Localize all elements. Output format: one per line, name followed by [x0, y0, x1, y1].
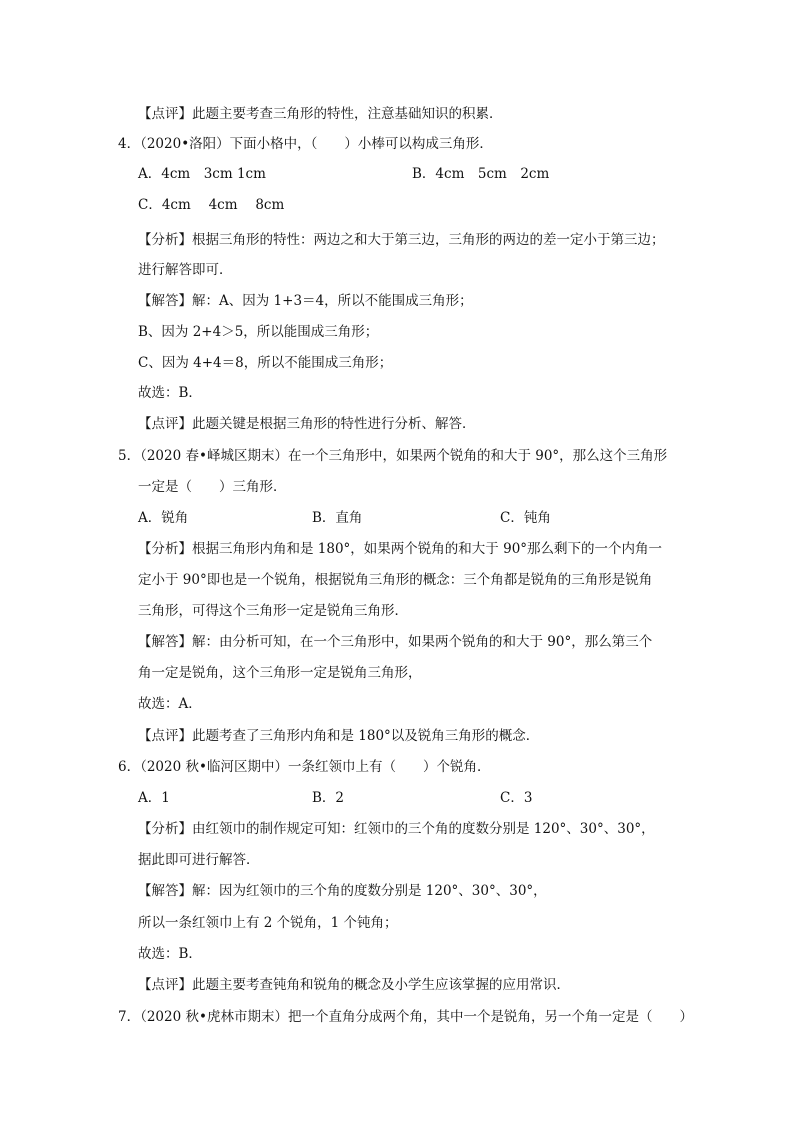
answer-line: 【解答】解：由分析可知，在一个三角形中，如果两个锐角的和大于 90°，那么第三个 [138, 634, 653, 650]
option-c: C．4cm 4cm 8cm [138, 197, 285, 213]
answer-line: 【解答】解：因为红领巾的三个角的度数分别是 120°、30°、30°， [138, 883, 547, 899]
option-b: B．直角 [312, 510, 363, 526]
analysis-line: 定小于 90°即也是一个锐角，根据锐角三角形的概念：三个角都是锐角的三角形是锐角 [138, 572, 653, 588]
comment-line: 【点评】此题考查了三角形内角和是 180°以及锐角三角形的概念． [138, 728, 540, 744]
question-4: 4．（2020•洛阳）下面小格中，（ ）小棒可以构成三角形． [118, 136, 493, 152]
option-a: A．锐角 [138, 510, 189, 526]
option-a: A．4cm 3cm 1cm [138, 166, 266, 182]
answer-line: 角一定是锐角，这个三角形一定是锐角三角形， [138, 665, 422, 681]
answer-line: 故选：B． [138, 946, 202, 962]
analysis-line: 进行解答即可． [138, 262, 233, 278]
option-a: A．1 [138, 790, 170, 806]
analysis-line: 【分析】根据三角形内角和是 180°，如果两个锐角的和大于 90°那么剩下的一个内角一 [138, 541, 663, 557]
question-5: 5．（2020 春•峄城区期末）在一个三角形中，如果两个锐角的和大于 90°，那么这个三角形 [118, 448, 668, 464]
analysis-line: 【分析】根据三角形的特性：两边之和大于第三边，三角形的两边的差一定小于第三边； [138, 232, 665, 248]
comment-line: 【点评】此题主要考查钝角和锐角的概念及小学生应该掌握的应用常识． [138, 977, 570, 993]
answer-line: 【解答】解：A、因为 1+3＝4，所以不能围成三角形； [138, 293, 473, 309]
analysis-line: 据此即可进行解答． [138, 852, 260, 868]
analysis-line: 三角形，可得这个三角形一定是锐角三角形． [138, 603, 408, 619]
option-b: B．2 [312, 790, 345, 806]
question-6: 6．（2020 秋•临河区期中）一条红领巾上有（ ）个锐角． [118, 759, 491, 775]
question-5-cont: 一定是（ ）三角形． [138, 479, 287, 495]
answer-line: 故选：B． [138, 385, 202, 401]
option-c: C．3 [500, 790, 533, 806]
option-b: B．4cm 5cm 2cm [412, 166, 550, 182]
comment-line: 【点评】此题关键是根据三角形的特性进行分析、解答． [138, 416, 476, 432]
analysis-line: 【分析】由红领巾的制作规定可知：红领巾的三个角的度数分别是 120°、30°、30°， [138, 821, 655, 837]
answer-line: C、因为 4+4＝8，所以不能围成三角形； [138, 355, 393, 371]
option-c: C．钝角 [500, 510, 551, 526]
question-7: 7．（2020 秋•虎林市期末）把一个直角分成两个角，其中一个是锐角，另一个角一定是（ ） [118, 1009, 693, 1025]
answer-line: B、因为 2+4＞5，所以能围成三角形； [138, 324, 379, 340]
comment-line: 【点评】此题主要考查三角形的特性，注意基础知识的积累． [138, 106, 503, 122]
answer-line: 所以一条红领巾上有 2 个锐角，1 个钝角； [138, 915, 398, 931]
answer-line: 故选：A． [138, 696, 202, 712]
